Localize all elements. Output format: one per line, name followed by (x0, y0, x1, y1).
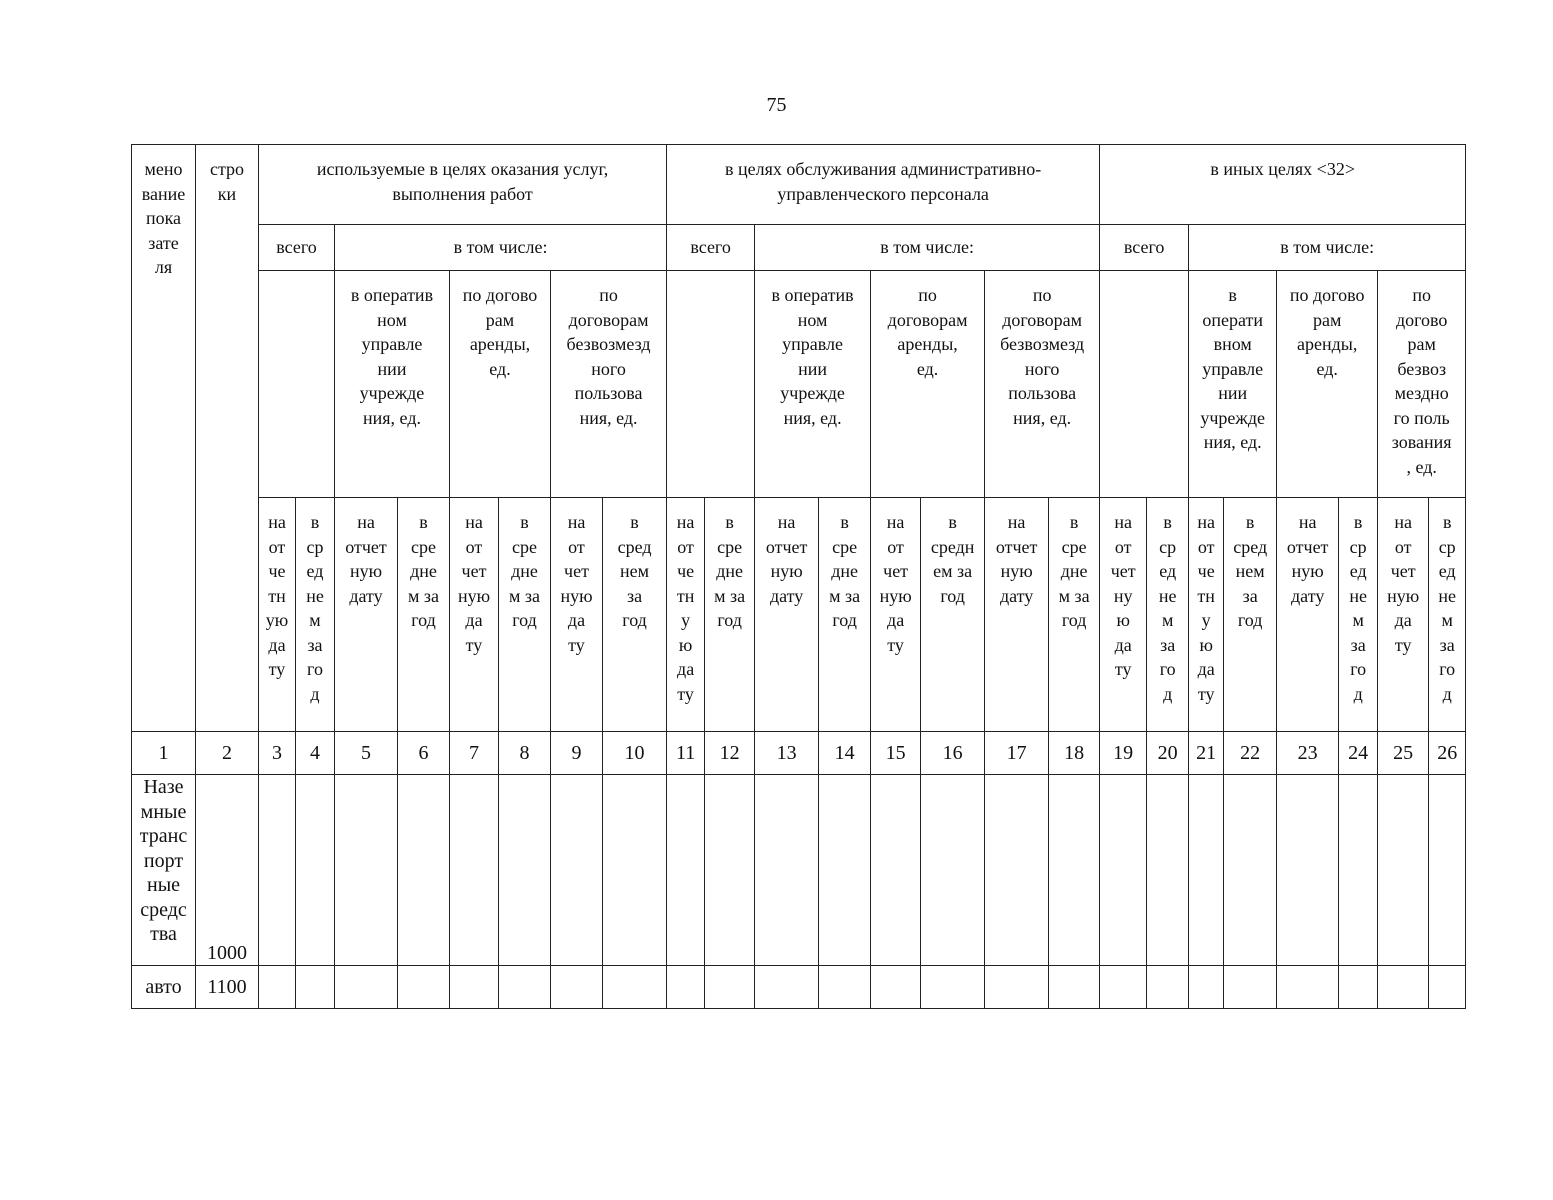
data-cell[interactable] (1189, 775, 1224, 966)
subheader-cell: на отчет ную дату (335, 498, 398, 732)
subheader-cell: в сре дне м за год (398, 498, 450, 732)
data-cell[interactable] (1277, 966, 1339, 1009)
subheader-cell: в средн ем за год (921, 498, 985, 732)
data-cell[interactable] (603, 775, 667, 966)
subheader-cell: в сре дне м за год (705, 498, 755, 732)
column-number: 9 (551, 732, 603, 775)
column-number: 4 (296, 732, 335, 775)
indicator-name-header: мено вание пока зате ля (132, 145, 196, 732)
data-cell[interactable] (1100, 775, 1147, 966)
g2-including-header: в том числе: (755, 225, 1100, 271)
column-number: 3 (259, 732, 296, 775)
data-cell[interactable] (871, 775, 921, 966)
column-number: 6 (398, 732, 450, 775)
data-cell[interactable] (335, 775, 398, 966)
g3-free-header: по догово рам безвоз мездно го поль зования , ед. (1378, 271, 1466, 498)
column-number: 11 (667, 732, 705, 775)
data-cell[interactable] (1049, 775, 1100, 966)
data-cell[interactable] (871, 966, 921, 1009)
g1-free-header: по договорам безвозмезд ного пользова ния, ед. (551, 271, 667, 498)
subheader-cell: на от чет ную да ту (450, 498, 499, 732)
data-cell[interactable] (603, 966, 667, 1009)
subheader-cell: на от чет ную да ту (1378, 498, 1429, 732)
g3-rent-header: по догово рам аренды, ед. (1277, 271, 1378, 498)
subheader-cell: на от чет ную да ту (551, 498, 603, 732)
data-cell[interactable] (667, 966, 705, 1009)
column-number: 16 (921, 732, 985, 775)
data-cell[interactable] (1049, 966, 1100, 1009)
data-cell[interactable] (259, 775, 296, 966)
column-number: 18 (1049, 732, 1100, 775)
column-number: 23 (1277, 732, 1339, 775)
g2-total-blank (667, 271, 755, 498)
data-cell[interactable] (1189, 966, 1224, 1009)
data-cell[interactable] (499, 966, 551, 1009)
column-number: 25 (1378, 732, 1429, 775)
header-row-totals (132, 225, 1466, 271)
subheader-cell: в сре дне м за год (819, 498, 871, 732)
g3-total-header: всего (1100, 225, 1189, 271)
data-cell[interactable] (551, 966, 603, 1009)
subheader-cell: на отчет ную дату (755, 498, 819, 732)
header-row-categories (132, 271, 1466, 498)
data-cell[interactable] (1339, 775, 1378, 966)
data-cell[interactable] (1147, 775, 1189, 966)
group-services-header: используемые в целях оказания услуг, выполнения работ (259, 145, 667, 225)
column-number: 22 (1224, 732, 1277, 775)
data-cell[interactable] (1224, 966, 1277, 1009)
data-cell[interactable] (1224, 775, 1277, 966)
g3-oper-header: в операти вном управле нии учрежде ния, ед. (1189, 271, 1277, 498)
g1-rent-header: по догово рам аренды, ед. (450, 271, 551, 498)
data-cell[interactable] (1339, 966, 1378, 1009)
column-number: 24 (1339, 732, 1378, 775)
column-number: 8 (499, 732, 551, 775)
data-cell[interactable] (1277, 775, 1339, 966)
data-cell[interactable] (755, 775, 819, 966)
data-cell[interactable] (705, 775, 755, 966)
subheader-cell: на отчет ную дату (985, 498, 1049, 732)
column-number: 21 (1189, 732, 1224, 775)
row-code: 1100 (196, 966, 259, 1009)
data-cell[interactable] (1378, 966, 1429, 1009)
subheader-cell: в ср ед не м за го д (296, 498, 335, 732)
row-code-header: стро ки (196, 145, 259, 732)
row-name: Назе мные транс порт ные средс тва (132, 775, 196, 966)
data-cell[interactable] (259, 966, 296, 1009)
column-number: 2 (196, 732, 259, 775)
subheader-cell: на от чет ную да ту (871, 498, 921, 732)
subheader-cell: на от че тн у ю да ту (667, 498, 705, 732)
subheader-cell: на отчет ную дату (1277, 498, 1339, 732)
data-cell[interactable] (667, 775, 705, 966)
subheader-cell: в сре дне м за год (499, 498, 551, 732)
row-code: 1000 (196, 775, 259, 966)
data-cell[interactable] (398, 775, 450, 966)
data-cell[interactable] (450, 775, 499, 966)
data-cell[interactable] (1147, 966, 1189, 1009)
column-number: 15 (871, 732, 921, 775)
column-number: 1 (132, 732, 196, 775)
column-number: 14 (819, 732, 871, 775)
data-cell[interactable] (1100, 966, 1147, 1009)
data-cell[interactable] (985, 775, 1049, 966)
data-cell[interactable] (551, 775, 603, 966)
column-number: 20 (1147, 732, 1189, 775)
g3-total-blank (1100, 271, 1189, 498)
subheader-cell: на от чет ну ю да ту (1100, 498, 1147, 732)
g2-oper-header: в оператив ном управле нии учрежде ния, ед. (755, 271, 871, 498)
data-cell[interactable] (921, 966, 985, 1009)
g1-total-blank (259, 271, 335, 498)
table-row-1000 (132, 775, 1466, 966)
subheader-cell: в ср ед не м за го д (1339, 498, 1378, 732)
header-row-groups (132, 145, 1466, 225)
subheader-cell: в ср ед не м за го д (1429, 498, 1466, 732)
subheader-cell: в сре дне м за год (1049, 498, 1100, 732)
data-cell[interactable] (705, 966, 755, 1009)
data-cell[interactable] (1378, 775, 1429, 966)
subheader-cell: в сред нем за год (603, 498, 667, 732)
column-number: 12 (705, 732, 755, 775)
subheader-cell: в ср ед не м за го д (1147, 498, 1189, 732)
column-number: 26 (1429, 732, 1466, 775)
data-cell[interactable] (499, 775, 551, 966)
assets-form-table (131, 144, 1466, 1009)
page-number: 75 (766, 94, 787, 116)
column-number-row (132, 732, 1466, 775)
subheader-cell: в сред нем за год (1224, 498, 1277, 732)
data-cell[interactable] (398, 966, 450, 1009)
subheader-cell: на от че тн у ю да ту (1189, 498, 1224, 732)
subheader-cell: на от че тн ую да ту (259, 498, 296, 732)
column-number: 7 (450, 732, 499, 775)
data-cell[interactable] (985, 966, 1049, 1009)
group-admin-header: в целях обслуживания административно- управленческого персонала (667, 145, 1100, 225)
data-cell[interactable] (819, 966, 871, 1009)
data-cell[interactable] (296, 966, 335, 1009)
data-cell[interactable] (335, 966, 398, 1009)
data-cell[interactable] (819, 775, 871, 966)
row-name: авто (132, 966, 196, 1009)
column-number: 13 (755, 732, 819, 775)
group-other-header: в иных целях <32> (1100, 145, 1466, 225)
header-row-subcolumns (132, 498, 1466, 732)
column-number: 10 (603, 732, 667, 775)
g3-including-header: в том числе: (1189, 225, 1466, 271)
column-number: 5 (335, 732, 398, 775)
g2-free-header: по договорам безвозмезд ного пользова ния, ед. (985, 271, 1100, 498)
data-cell[interactable] (755, 966, 819, 1009)
g2-total-header: всего (667, 225, 755, 271)
data-cell[interactable] (1429, 966, 1466, 1009)
data-cell[interactable] (1429, 775, 1466, 966)
data-cell[interactable] (921, 775, 985, 966)
g2-rent-header: по договорам аренды, ед. (871, 271, 985, 498)
data-cell[interactable] (450, 966, 499, 1009)
table-row-1100 (132, 966, 1466, 1009)
g1-total-header: всего (259, 225, 335, 271)
data-cell[interactable] (296, 775, 335, 966)
column-number: 19 (1100, 732, 1147, 775)
g1-oper-header: в оператив ном управле нии учрежде ния, ед. (335, 271, 450, 498)
g1-including-header: в том числе: (335, 225, 667, 271)
column-number: 17 (985, 732, 1049, 775)
